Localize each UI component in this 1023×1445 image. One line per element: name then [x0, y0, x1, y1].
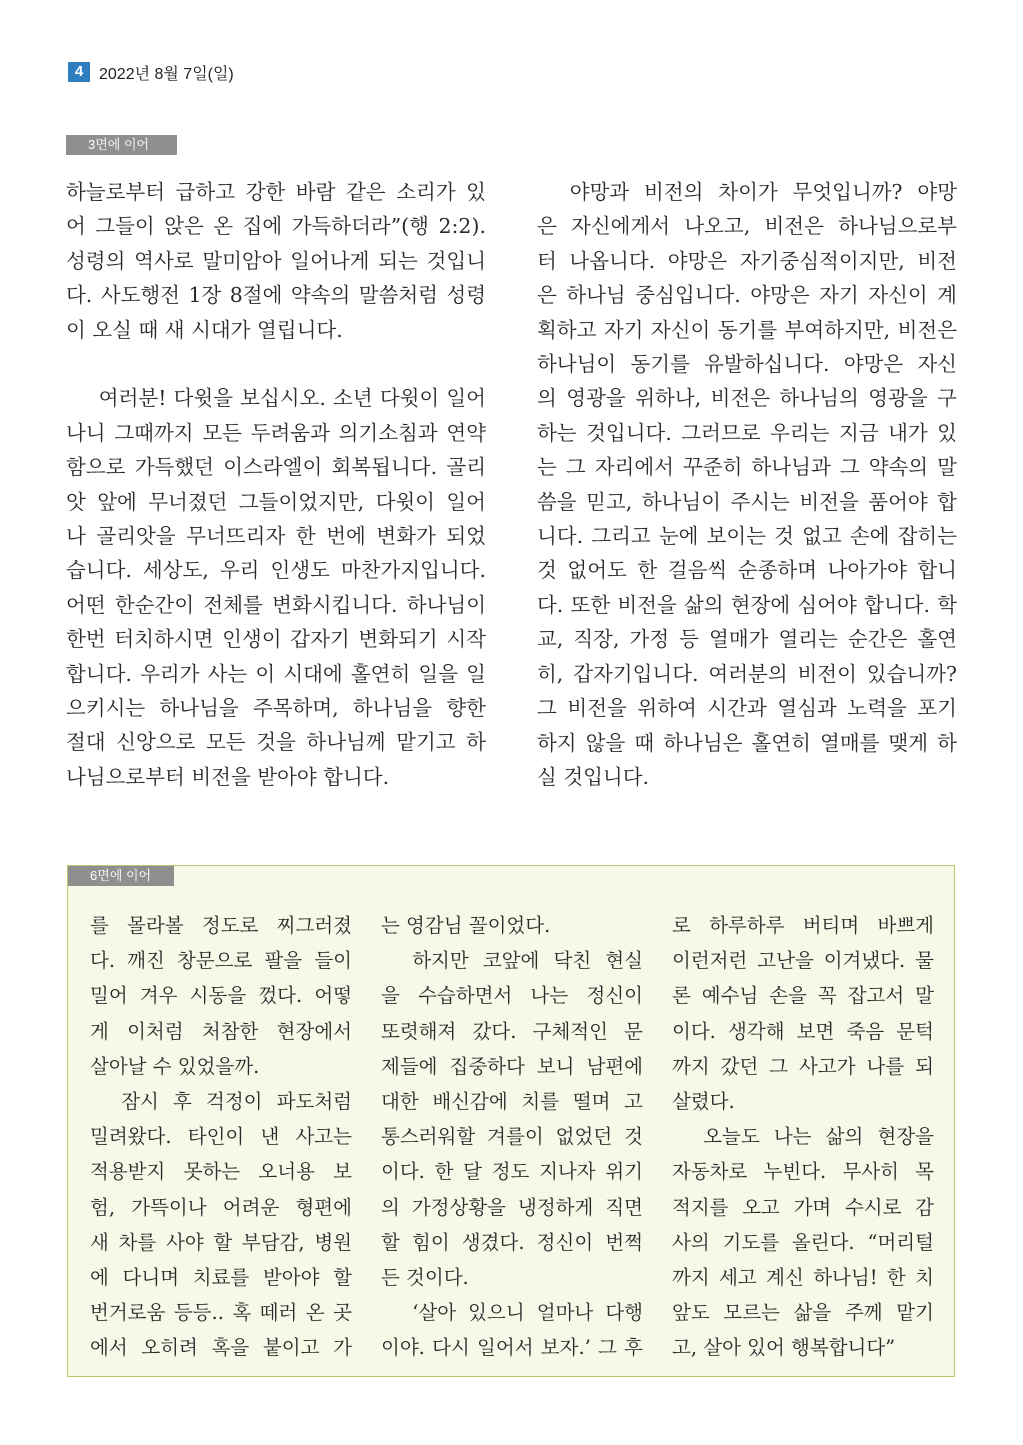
text-line: 론 예수님 손을 꼭 잡고서 말: [672, 984, 934, 1008]
text-line: 자동차로 누빈다. 무사히 목: [672, 1160, 934, 1184]
article-left-column: [66, 175, 486, 794]
text-line: 다. 사도행전 1장 8절에 약속의 말씀처럼 성령: [66, 283, 486, 308]
story-column-3: [672, 908, 934, 1366]
story-column-2: [381, 908, 643, 1366]
article-right-column: [537, 175, 957, 794]
text-line: 번거로움 등등.. 혹 떼러 온 곳: [90, 1301, 352, 1325]
text-line: 까지 세고 계신 하나님! 한 치: [672, 1266, 934, 1290]
text-line: 또렷해져 갔다. 구체적인 문: [381, 1019, 643, 1043]
continued-from-page-6-tag: 6면에 이어: [68, 866, 174, 886]
text-line: 하나님이 동기를 유발하십니다. 야망은 자신: [537, 352, 957, 377]
text-line: 를 몰라볼 정도로 찌그러졌: [90, 914, 352, 937]
text-line: 게 이처럼 처참한 현장에서: [90, 1019, 352, 1043]
text-line: 고, 살아 있어 행복합니다”: [672, 1336, 896, 1360]
text-line: 터 나옵니다. 야망은 자기중심적이지만, 비전: [537, 248, 957, 273]
text-line: 새 차를 사야 할 부담감, 병원: [90, 1230, 352, 1254]
text-line: 절대 신앙으로 모든 것을 하나님께 맡기고 하: [66, 730, 486, 755]
page-number: 4: [68, 62, 90, 82]
text-line: 성령의 역사로 말미암아 일어나게 되는 것입니: [66, 248, 486, 273]
text-line: 니다. 그리고 눈에 보이는 것 없고 손에 잡히는: [537, 524, 957, 549]
text-line: 이 오실 때 새 시대가 열립니다.: [66, 317, 343, 342]
text-line: 오늘도 나는 삶의 현장을: [703, 1125, 934, 1149]
text-line: 획하고 자기 자신이 동기를 부여하지만, 비전은: [537, 317, 957, 342]
text-line: 적지를 오고 가며 수시로 감: [672, 1195, 934, 1219]
text-line: 을 수습하면서 나는 정신이: [381, 984, 643, 1008]
text-line: 험, 가뜩이나 어려운 형편에: [90, 1195, 352, 1219]
text-line: 는 그 자리에서 꾸준히 하나님과 그 약속의 말: [537, 455, 957, 480]
text-line: 합니다. 우리가 사는 이 시대에 홀연히 일을 일: [66, 661, 486, 686]
text-line: 은 자신에게서 나오고, 비전은 하나님으로부: [537, 214, 957, 239]
page-header: [68, 61, 234, 83]
text-line: 하지 않을 때 하나님은 홀연히 열매를 맺게 하: [537, 730, 957, 755]
text-line: 이런저런 고난을 이겨냈다. 물: [672, 949, 934, 973]
text-line: 으키시는 하나님을 주목하며, 하나님을 향한: [66, 696, 486, 721]
text-line: 씀을 믿고, 하나님이 주시는 비전을 품어야 합: [537, 489, 957, 514]
text-line: 히, 갑자기입니다. 여러분의 비전이 있습니까?: [537, 661, 957, 686]
text-line: 이다. 한 달 정도 지나자 위기: [381, 1160, 643, 1184]
text-line: 어 그들이 앉은 온 집에 가득하더라”(행 2:2).: [66, 214, 486, 239]
text-line: 이다. 생각해 보면 죽음 문턱: [672, 1019, 934, 1043]
text-line: 에 다니며 치료를 받아야 할: [90, 1266, 352, 1290]
text-line: 통스러워할 겨를이 없었던 것: [381, 1125, 643, 1149]
text-line: 할 힘이 생겼다. 정신이 번쩍: [381, 1230, 643, 1254]
text-line: 든 것이다.: [381, 1266, 469, 1290]
issue-date: 2022년 8월 7일(일): [99, 65, 234, 83]
text-line: 나 골리앗을 무너뜨리자 한 번에 변화가 되었: [66, 524, 486, 549]
text-line: 함으로 가득했던 이스라엘이 회복됩니다. 골리: [66, 455, 486, 480]
text-line: 이야. 다시 일어서 보자.’ 그 후: [381, 1336, 643, 1360]
text-line: 여러분! 다윗을 보십시오. 소년 다윗이 일어: [98, 386, 486, 411]
text-line: 제들에 집중하다 보니 남편에: [381, 1054, 643, 1078]
paragraph-gap: [66, 347, 486, 381]
text-line: 의 가정상황을 냉정하게 직면: [381, 1195, 643, 1219]
text-line: 다. 또한 비전을 삶의 현장에 심어야 합니다. 학: [537, 592, 957, 617]
text-line: 살아날 수 있었을까.: [90, 1054, 260, 1078]
text-line: 까지 갔던 그 사고가 나를 되: [672, 1054, 934, 1078]
text-line: 는 영감님 꼴이었다.: [381, 914, 551, 937]
text-line: 은 하나님 중심입니다. 야망은 자기 자신이 계: [537, 283, 957, 308]
text-line: ‘살아 있으니 얼마나 다행: [412, 1301, 643, 1325]
text-line: 의 영광을 위하나, 비전은 하나님의 영광을 구: [537, 386, 957, 411]
text-line: 적용받지 못하는 오너용 보: [90, 1160, 352, 1184]
text-line: 앞도 모르는 삶을 주께 맡기: [672, 1301, 934, 1325]
text-line: 것 없어도 한 걸음씩 순종하며 나아가야 합니: [537, 558, 957, 583]
text-line: 다. 깨진 창문으로 팔을 들이: [90, 949, 352, 973]
text-line: 밀어 겨우 시동을 껐다. 어떻: [90, 984, 352, 1008]
text-line: 하는 것입니다. 그러므로 우리는 지금 내가 있: [537, 420, 957, 445]
text-line: 나님으로부터 비전을 받아야 합니다.: [66, 764, 390, 789]
continued-from-page-3-tag: 3면에 이어: [66, 135, 177, 155]
story-column-1: [90, 908, 352, 1366]
text-line: 실 것입니다.: [537, 764, 650, 789]
text-line: 잠시 후 걱정이 파도처럼: [121, 1090, 352, 1114]
text-line: 밀려왔다. 타인이 낸 사고는: [90, 1125, 352, 1149]
text-line: 살렸다.: [672, 1090, 735, 1114]
text-line: 앗 앞에 무너졌던 그들이었지만, 다윗이 일어: [66, 489, 486, 514]
text-line: 대한 배신감에 치를 떨며 고: [381, 1090, 643, 1114]
text-line: 한번 터치하시면 인생이 갑자기 변화되기 시작: [66, 627, 486, 652]
text-line: 어떤 한순간이 전체를 변화시킵니다. 하나님이: [66, 592, 486, 617]
text-line: 나니 그때까지 모든 두려움과 의기소침과 연약: [66, 420, 486, 445]
text-line: 에서 오히려 혹을 붙이고 가: [90, 1336, 352, 1360]
text-line: 로 하루하루 버티며 바쁘게: [672, 914, 934, 937]
text-line: 습니다. 세상도, 우리 인생도 마찬가지입니다.: [66, 558, 486, 583]
text-line: 교, 직장, 가정 등 열매가 열리는 순간은 홀연: [537, 627, 957, 652]
text-line: 야망과 비전의 차이가 무엇입니까? 야망: [569, 180, 957, 204]
text-line: 사의 기도를 올린다. “머리털: [672, 1230, 934, 1254]
text-line: 하지만 코앞에 닥친 현실: [412, 949, 643, 973]
text-line: 하늘로부터 급하고 강한 바람 같은 소리가 있: [66, 180, 486, 204]
text-line: 그 비전을 위하여 시간과 열심과 노력을 포기: [537, 696, 957, 721]
